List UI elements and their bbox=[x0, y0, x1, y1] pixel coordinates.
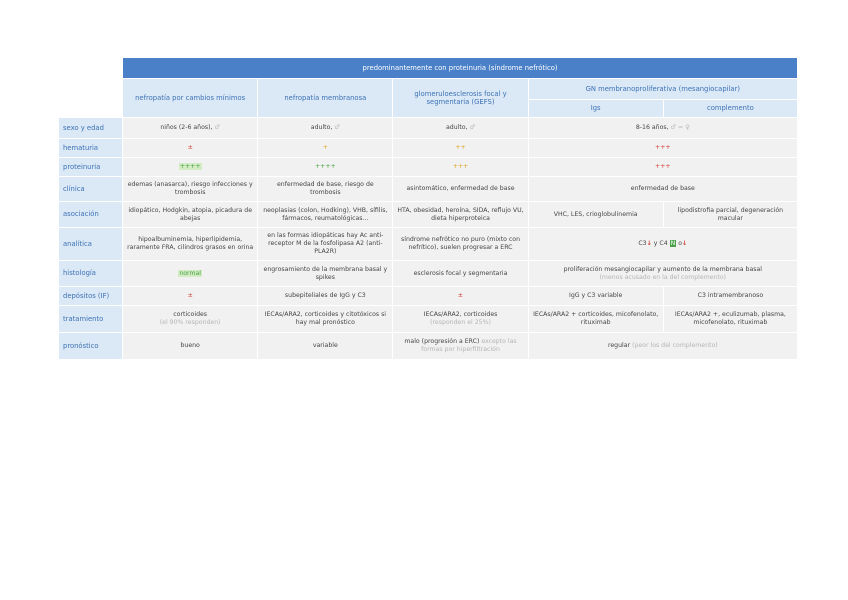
cell-text: malo (progresión a ERC) bbox=[404, 338, 480, 346]
nephrotic-syndrome-table bbox=[58, 57, 798, 360]
cell: VHC, LES, crioglobulinemia bbox=[529, 202, 663, 227]
col-header-gnmp bbox=[529, 79, 797, 99]
table-row bbox=[59, 306, 797, 332]
cell: engrosamiento de la membrana basal y spikes bbox=[258, 261, 392, 286]
cell-text: niños (2-6 años), bbox=[160, 124, 213, 132]
cell bbox=[393, 333, 527, 359]
cell: bueno bbox=[123, 333, 257, 359]
col-header-complemento: complemento bbox=[664, 100, 797, 117]
sex-symbol: ♂ bbox=[214, 124, 220, 132]
row-label: proteinuria bbox=[59, 158, 122, 176]
header-row-group bbox=[59, 58, 797, 78]
cell: enfermedad de base, riesgo de trombosis bbox=[258, 177, 392, 201]
cell-text: adulto, bbox=[445, 124, 468, 132]
table-row bbox=[59, 158, 797, 176]
corner-cell bbox=[59, 58, 122, 78]
row-label: hematuria bbox=[59, 139, 122, 157]
table-row bbox=[59, 139, 797, 157]
corner-cell bbox=[59, 79, 122, 99]
cell: edemas (anasarca), riesgo infecciones y trombosis bbox=[123, 177, 257, 201]
row-label: depósitos (IF) bbox=[59, 287, 122, 305]
cell-subtext: (peor los del complemento) bbox=[632, 342, 718, 350]
table-row bbox=[59, 287, 797, 305]
cell-text: proliferación mesangiocapilar y aumento de la membrana basal bbox=[563, 265, 763, 273]
row-label: asociación bbox=[59, 202, 122, 227]
cell: +++ bbox=[529, 139, 797, 157]
table-row bbox=[59, 118, 797, 138]
arrow-down-icon: ↓ bbox=[682, 240, 688, 248]
table-row bbox=[59, 228, 797, 260]
cell: IgG y C3 variable bbox=[529, 287, 663, 305]
sex-symbol: ♂ bbox=[334, 124, 340, 132]
cell bbox=[393, 118, 527, 138]
col-header-membranosa: nefropatía membranosa bbox=[258, 79, 392, 117]
cell bbox=[123, 261, 257, 286]
cell: +++ bbox=[393, 158, 527, 176]
cell: lipodistrofia parcial, degeneración macular bbox=[664, 202, 797, 227]
cell: síndrome nefrótico no puro (mixto con nefrítico), suelen progresar a ERC bbox=[393, 228, 527, 260]
row-label: tratamiento bbox=[59, 306, 122, 332]
cell-text: o bbox=[678, 240, 683, 248]
cell-subtext: excepto las formas por hiperfiltración bbox=[421, 338, 517, 353]
cell-text: IECAs/ARA2, corticoides bbox=[423, 311, 498, 319]
cell bbox=[123, 306, 257, 332]
cell bbox=[529, 228, 797, 260]
cell bbox=[123, 158, 257, 176]
cell: hipoalbuminemia, hiperlipidemia, raramente FRA, cilindros grasos en orina bbox=[123, 228, 257, 260]
cell bbox=[529, 333, 797, 359]
cell: IECAs/ARA2 + corticoides, micofenolato, rituximab bbox=[529, 306, 663, 332]
cell: en las formas idiopáticas hay Ac anti-receptor M de la fosfolipasa A2 (anti-PLA2R) bbox=[258, 228, 392, 260]
cell: esclerosis focal y segmentaria bbox=[393, 261, 527, 286]
sex-symbol: ♂ = ♀ bbox=[670, 124, 690, 132]
row-label: pronóstico bbox=[59, 333, 122, 359]
cell-text: corticoides bbox=[173, 311, 208, 319]
table-row bbox=[59, 202, 797, 227]
corner-cell bbox=[59, 100, 122, 117]
cell-text: y C4 bbox=[653, 240, 668, 248]
row-label: histología bbox=[59, 261, 122, 286]
normal-badge: N bbox=[670, 240, 676, 248]
cell: variable bbox=[258, 333, 392, 359]
col-header-minimos: nefropatía por cambios mínimos bbox=[123, 79, 257, 117]
cell: + bbox=[258, 139, 392, 157]
row-label: analítica bbox=[59, 228, 122, 260]
col-header-gefs: glomeruloesclerosis focal y segmentaria (GEFS) bbox=[393, 79, 527, 117]
cell-subtext: (el 90% responden) bbox=[159, 319, 221, 326]
cell: enfermedad de base bbox=[529, 177, 797, 201]
cell: HTA, obesidad, heroína, SIDA, reflujo VU, dieta hiperproteica bbox=[393, 202, 527, 227]
cell-text: regular bbox=[607, 342, 631, 350]
cell: ± bbox=[123, 287, 257, 305]
cell-text: C3 bbox=[638, 240, 647, 248]
cell: neoplasias (colon, Hodking), VHB, sífilis, fármacos, reumatológicas... bbox=[258, 202, 392, 227]
table-row bbox=[59, 177, 797, 201]
cell bbox=[529, 118, 797, 138]
cell: IECAs/ARA2 +, eculizumab, plasma, micofenolato, rituximab bbox=[664, 306, 797, 332]
cell: IECAs/ARA2, corticoides y citotóxicos si hay mal pronóstico bbox=[258, 306, 392, 332]
cell bbox=[529, 261, 797, 286]
table-row bbox=[59, 261, 797, 286]
cell-text: 8-16 años, bbox=[635, 124, 669, 132]
cell bbox=[258, 118, 392, 138]
col-header-igs: Igs bbox=[529, 100, 663, 117]
table-row bbox=[59, 333, 797, 359]
cell: ++++ bbox=[258, 158, 392, 176]
header-row-columns bbox=[59, 79, 797, 99]
marker-text: normal bbox=[179, 269, 201, 277]
cell-subtext: (menos acusado en la del complemento) bbox=[599, 273, 727, 281]
marker-text: ++++ bbox=[179, 163, 201, 171]
arrow-down-icon: ↓ bbox=[646, 240, 652, 248]
cell: ++ bbox=[393, 139, 527, 157]
table-wrapper bbox=[58, 57, 798, 360]
cell: subepiteliales de IgG y C3 bbox=[258, 287, 392, 305]
cell: ± bbox=[393, 287, 527, 305]
cell-subtext: (responden el 25%) bbox=[430, 319, 491, 326]
group-header: predominantemente con proteinuria (síndrome nefrótico) bbox=[123, 58, 797, 78]
row-label: sexo y edad bbox=[59, 118, 122, 138]
col-header-gnmp-label: GN membranoproliferativa bbox=[585, 84, 677, 93]
cell: asintomático, enfermedad de base bbox=[393, 177, 527, 201]
cell-text: adulto, bbox=[310, 124, 333, 132]
col-header-gnmp-sub: (mesangiocapilar) bbox=[678, 84, 741, 93]
sex-symbol: ♂ bbox=[469, 124, 476, 132]
cell bbox=[393, 306, 527, 332]
cell: +++ bbox=[529, 158, 797, 176]
cell: ± bbox=[123, 139, 257, 157]
cell bbox=[123, 118, 257, 138]
row-label: clínica bbox=[59, 177, 122, 201]
cell: idiopático, Hodgkin, atopia, picadura de abejas bbox=[123, 202, 257, 227]
cell: C3 intramembranoso bbox=[664, 287, 797, 305]
